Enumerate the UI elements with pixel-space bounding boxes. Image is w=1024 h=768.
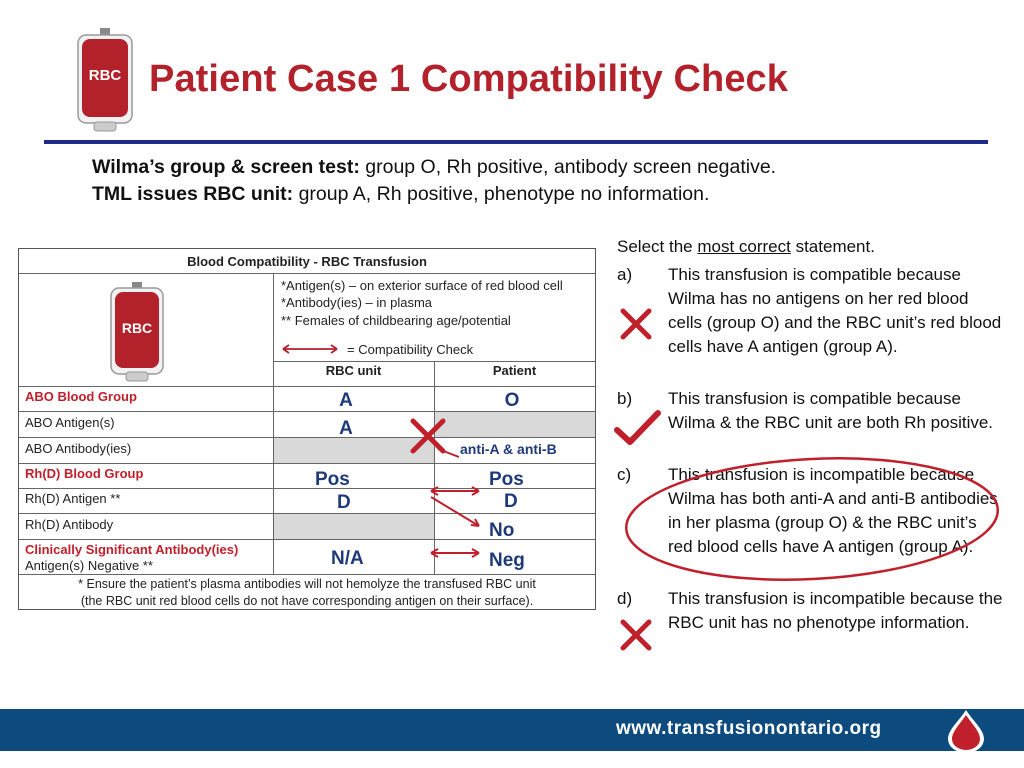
value-patient-csa: Neg	[489, 550, 525, 571]
compat-check-label: = Compatibility Check	[347, 342, 474, 357]
cross-icon	[618, 617, 654, 658]
blood-drop-icon	[944, 708, 988, 759]
option-c-letter: c)	[617, 465, 632, 484]
value-rbc-abo: A	[339, 390, 353, 411]
title-divider	[44, 140, 988, 144]
row-abo-group: ABO Blood Group	[25, 389, 137, 404]
page-title: Patient Case 1 Compatibility Check	[149, 58, 789, 100]
value-rbc-csa: N/A	[331, 548, 364, 569]
footnote-2: (the RBC unit red blood cells do not have corresponding antigen on their surface).	[80, 594, 534, 608]
intro-line-1-label: Wilma’s group & screen test:	[92, 156, 360, 178]
check-icon	[612, 408, 664, 453]
row-abo-antibody: ABO Antibody(ies)	[25, 441, 132, 456]
table-logo-text: RBC	[121, 320, 153, 336]
prompt-pre: Select the	[617, 237, 698, 256]
table-arrows	[273, 411, 595, 574]
prompt-post: statement.	[790, 237, 875, 256]
option-b-text[interactable]: This transfusion is compatible because Wilma & the RBC unit are both Rh positive.	[668, 389, 994, 432]
answer-circle	[622, 455, 1004, 590]
row-csa: Clinically Significant Antibody(ies)	[25, 542, 239, 557]
option-d-letter: d)	[617, 589, 633, 608]
legend-antibody: *Antibody(ies) – in plasma	[281, 295, 433, 310]
row-csa-negative: Antigen(s) Negative **	[25, 558, 153, 573]
value-rbc-rh-antigen: D	[337, 492, 351, 513]
option-a-letter: a)	[617, 265, 633, 284]
table-title: Blood Compatibility - RBC Transfusion	[187, 254, 427, 269]
value-patient-abo: O	[504, 390, 520, 411]
option-a-text[interactable]: This transfusion is compatible because Wilma has no antigens on her red blood cells (group O) and the RBC unit’s red blood cells have A antigen (group A).	[668, 265, 1002, 356]
row-rh-group: Rh(D) Blood Group	[25, 466, 144, 481]
row-rh-antibody: Rh(D) Antibody	[25, 517, 114, 532]
col-header-rbc-unit: RBC unit	[325, 363, 382, 378]
rbc-logo-text: RBC	[88, 67, 122, 84]
row-rh-antigen: Rh(D) Antigen **	[25, 491, 121, 506]
double-arrow-icon	[281, 341, 339, 359]
legend-females: ** Females of childbearing age/potential	[281, 313, 511, 328]
compatibility-table	[18, 248, 596, 610]
col-header-patient: Patient	[492, 363, 537, 378]
intro-line-2-text: group A, Rh positive, phenotype no information.	[293, 183, 710, 205]
footnote-1: * Ensure the patient’s plasma antibodies will not hemolyze the transfused RBC unit	[78, 577, 536, 591]
value-patient-rh: Pos	[489, 469, 524, 490]
option-d-text[interactable]: This transfusion is incompatible because the RBC unit has no phenotype information.	[668, 589, 1003, 632]
prompt-underline: most correct	[697, 237, 791, 256]
value-patient-rh-antibody: No	[489, 520, 515, 541]
footer-url[interactable]: www.transfusionontario.org	[616, 718, 882, 739]
cross-icon	[618, 306, 654, 347]
intro-line-2-label: TML issues RBC unit:	[92, 183, 294, 205]
intro-line-1	[92, 156, 776, 179]
intro-line-1-text: group O, Rh positive, antibody screen negative.	[359, 156, 777, 178]
legend-antigen: *Antigen(s) – on exterior surface of red blood cell	[281, 278, 563, 293]
value-rbc-rh: Pos	[315, 469, 350, 490]
intro-line-2	[92, 183, 709, 206]
question-prompt	[617, 237, 875, 257]
option-b-letter: b)	[617, 389, 633, 408]
value-patient-abo-antibody: anti-A & anti-B	[460, 441, 557, 457]
option-c-text[interactable]: This transfusion is incompatible because Wilma has both anti-A and anti-B antibodies in her plasma (group O) & the RBC unit’s red blood cells have A antigen (group A).	[668, 465, 998, 556]
value-patient-rh-antigen: D	[504, 491, 518, 512]
row-abo-antigen: ABO Antigen(s)	[25, 415, 115, 430]
value-rbc-abo-antigen: A	[339, 418, 353, 439]
